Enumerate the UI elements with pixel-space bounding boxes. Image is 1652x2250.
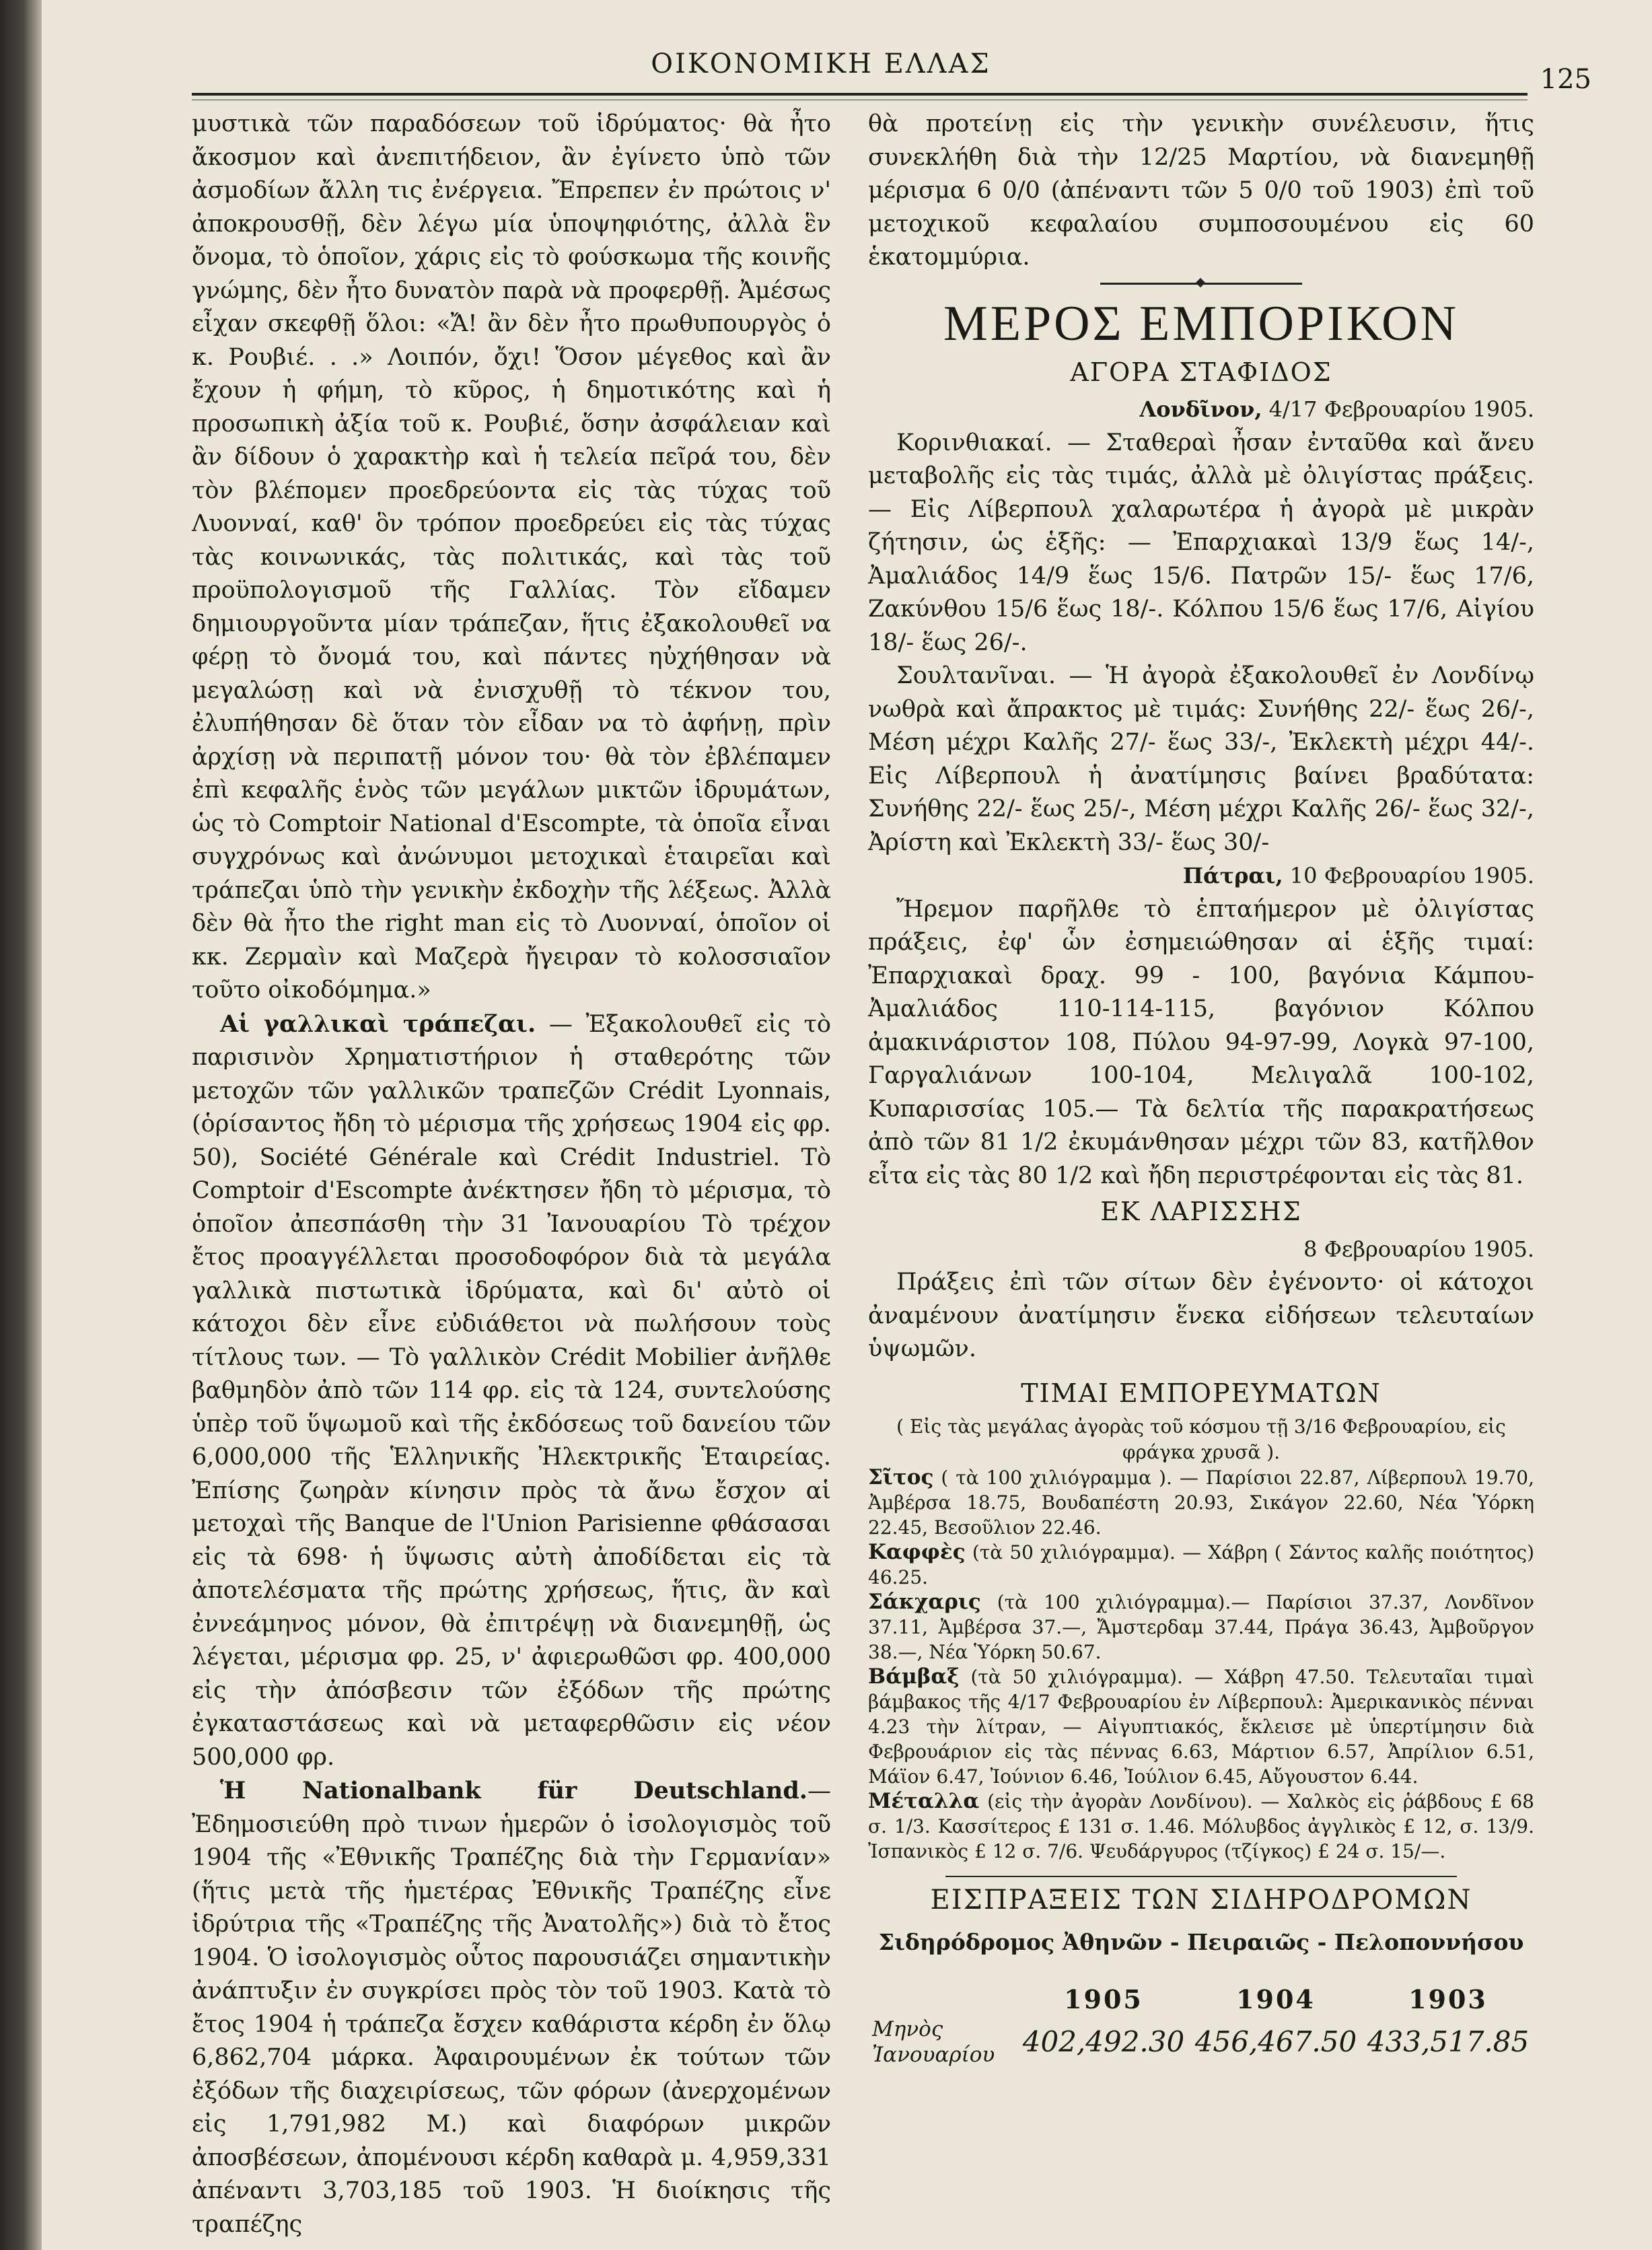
month-label: Μηνὸς Ἰανουαρίου <box>872 2016 995 2067</box>
year-header: 1905 <box>1064 1984 1143 2014</box>
page-number: 125 <box>1540 64 1591 95</box>
book-binding-shadow <box>0 0 42 2250</box>
running-head: ΟΙΚΟΝΟΜΙΚΗ ΕΛΛΑΣ <box>651 48 991 79</box>
paragraph-text: — Ἐξακολουθεῖ εἰς τὸ παρισινὸν Χρηματιστήριον ἡ σταθερότης τῶν μετοχῶν τῶν γαλλικῶν τραπεζῶν Crédit Lyonnais, (ὁρίσαντος ἤδη τὸ μέρισμα τῆς χρήσεως 1904 εἰς φρ. 50), Société Générale καὶ Crédit Industriel. Τὸ Comptoir d'Escompte ἀνέκτησεν ἤδη τὸ μέρισμα, τὸ ὁποῖον ἀπεσπάσθη τὴν 31 Ἰανουαρίου Τὸ τρέχον ἔτος προαγγέλλεται προσοδοφόρον διὰ τὰ μεγάλα γαλλικὰ πιστωτικὰ ἱδρύματα, καὶ δι' αὐτὸ οἱ κάτοχοι δὲν εἶνε εὐδιάθετοι νὰ πωλήσουν τοὺς τίτλους των. — Τὸ γαλλικὸν Crédit Mobilier ἀνῆλθε βαθμηδὸν ἀπὸ τῶν 114 φρ. εἰς τὰ 124, συντελούσης ὑπὲρ τοῦ ὕψωμοῦ καὶ τῆς ἐκδόσεως τοῦ δανείου τῶν 6,000,000 τῆς Ἑλληνικῆς Ἠλεκτρικῆς Ἑταιρείας. Ἐπίσης ζωηρὰν κίνησιν πρὸς τὰ ἄνω ἔσχον αἱ μετοχαὶ τῆς Banque de l'Union Parisienne φθάσασαι εἰς τὰ 698· ἡ ὕψωσις αὐτὴ ἀποδίδεται εἰς τὰ ἀποτελέσματα τῆς πρώτης χρήσεως, ἥτις, ἂν καὶ ἐννεάμηνος μόνον, θὰ ἐπιτρέψῃ νὰ διανεμηθῇ, ὡς λέγεται, μέρισμα φρ. 25, ν' ἀφιερωθῶσι φρ. 400,000 εἰς τὴν ἀπόσβεσιν τῶν ἐξόδων τῆς πρώτης ἐγκαταστάσεως καὶ νὰ μεταφερθῶσιν εἰς νέον 500,000 φρ. <box>192 1010 831 1771</box>
dateline-place: Πάτραι, <box>1182 863 1283 888</box>
year-header: 1903 <box>1408 1984 1488 2014</box>
commodity-name: Βάμβαξ <box>868 1664 960 1689</box>
header-rule <box>192 93 1528 96</box>
left-column <box>192 108 831 2241</box>
dateline-date: 4/17 Φεβρουαρίου 1905. <box>1268 396 1534 422</box>
dateline-date: 10 Φεβρουαρίου 1905. <box>1289 863 1534 888</box>
receipt-value: 433,517.85 <box>1367 2025 1530 2058</box>
price-entry <box>868 1465 1534 1540</box>
commodity-name: Μέταλλα <box>868 1789 980 1813</box>
paragraph <box>192 1008 831 1775</box>
section-title: ΑΓΟΡΑ ΣΤΑΦΙΔΟΣ <box>1070 357 1332 387</box>
prices-note: ( Εἰς τὰς μεγάλας ἀγορὰς τοῦ κόσμου τῇ 3/16 Φεβρουαρίου, εἰς φράγκα χρυσᾶ ). <box>896 1415 1506 1463</box>
table-corner <box>868 1983 1017 2016</box>
ornament-rule <box>1100 283 1302 285</box>
dateline <box>868 859 1534 893</box>
commodity-name: Σῖτος <box>868 1465 934 1489</box>
prices-list <box>868 1465 1534 1864</box>
commodity-prices: (τὰ 100 χιλιόγραμμα).— Παρίσιοι 37.37, Λονδῖνον 37.11, Ἀμβέρσα 37.—, Ἄμστερδαμ 37.44, Πράγα 36.43, Ἀμβοῦργον 38.—, Νέα Ὑόρκη 50.67. <box>868 1591 1534 1663</box>
paragraph: μυστικὰ τῶν παραδόσεων τοῦ ἱδρύματος· θὰ ἦτο ἄκοσμον καὶ ἀνεπιτήδειον, ἂν ἐγίνετο ὑπὸ τῶν ἀσμοδίων ἄλλη τις ἐνέργεια. Ἔπρεπεν ἐν πρώτοις ν' ἀποκρουσθῇ, δὲν λέγω μία ὑποψηφιότης, ἀλλὰ ἓν ὄνομα, τὸ ὁποῖον, χάρις εἰς τὸ φούσκωμα τῆς κοινῆς γνώμης, δὲν ἦτο δυνατὸν παρὰ νὰ προφερθῇ. Ἀμέσως εἶχαν σκεφθῇ ὅλοι: «Ἄ! ἂν δὲν ἦτο πρωθυπουργὸς ὁ κ. Ρουβιέ. . .» Λοιπόν, ὄχι! Ὅσον μέγεθος καὶ ἂν ἔχουν ἡ φήμη, τὸ κῦρος, ἡ δημοτικότης καὶ ἡ προσωπικὴ ἀξία τοῦ κ. Ρουβιέ, ὅσην ἀσφάλειαν καὶ ἂν δίδουν ὁ χαρακτὴρ καὶ ἡ τελεία πεῖρά του, δὲν τὸν βλέπομεν προεδρεύοντα εἰς τὰς τύχας τοῦ Λυονναί, καθ' ὃν τρόπον προεδρεύει εἰς τὰς τύχας τὰς κοινωνικάς, τὰς πολιτικάς, καὶ τὰς τοῦ προϋπολογισμοῦ τῆς Γαλλίας. Τὸν εἴδαμεν δημιουργοῦντα μίαν τράπεζαν, ἥτις ἐξακολουθεῖ να φέρῃ τὸ ὄνομά του, καὶ πάντες ηὐχήθησαν νὰ μεγαλώσῃ καὶ νὰ ἐνισχυθῇ τὸ τέκνον του, ἐλυπήθησαν δὲ ὅταν τὸν εἶδαν να τὸ ἀφήνῃ, πρὶν ἀρχίσῃ νὰ περιπατῇ μόνον του· θὰ τὸν ἐβλέπαμεν ἐπὶ κεφαλῆς ἑνὸς τῶν μεγάλων μικτῶν ἱδρυμάτων, ὡς τὸ Comptoir National d'Escompte, τὰ ὁποῖα εἶναι συγχρόνως καὶ ἀνώνυμοι μετοχικαὶ ἑταιρεῖαι καὶ τράπεζαι ὑπὸ τὴν γενικὴν ἐκδοχὴν τῆς λέξεως. Ἀλλὰ δὲν θὰ ἦτο the right man εἰς τὸ Λυονναί, ὁποῖον οἱ κκ. Ζερμαὶν καὶ Μαζερὰ ἤγειραν τὸ κολοσσιαῖον τοῦτο οἰκοδόμημα.» <box>192 110 831 1004</box>
section-lead: Αἱ γαλλικαὶ τράπεζαι. <box>220 1010 536 1038</box>
commodity-prices: (τὰ 50 χιλιόγραμμα). — Χάβρη 47.50. Τελευταῖαι τιμαὶ βάμβακος τῆς 4/17 Φεβρουαρίου ἐν Λίβερπουλ: Ἀμερικανικὸς πένναι 4.23 τὴν λίτραν, — Αἰγυπτιακός, ἔκλεισε μὲ ὑπερτίμησιν διὰ Φεβρουάριον εἰς τὰς πέννας 6.63, Μάρτιον 6.57, Ἀπρίλιον 6.51, Μάϊον 6.47, Ἰούνιον 6.46, Ἰούλιον 6.45, Αὔγουστον 6.44. <box>868 1666 1534 1788</box>
paragraph: Κορινθιακαί. — Σταθεραὶ ἦσαν ἐνταῦθα καὶ ἄνευ μεταβολῆς εἰς τὰς τιμάς, ἀλλὰ μὲ ὀλιγίστας πράξεις. — Εἰς Λίβερπουλ χαλαρωτέρα ἡ ἀγορὰ μὲ μικρὰν ζήτησιν, ὡς ἑξῆς: — Ἐπαρχιακαὶ 13/9 ἕως 14/-, Ἀμαλιάδος 14/9 ἕως 15/6. Πατρῶν 15/- ἕως 17/6, Ζακύνθου 15/6 ἕως 18/-. Κόλπου 15/6 ἕως 17/6, Αἰγίου 18/- ἕως 26/-. <box>868 429 1534 656</box>
paragraph-text: —Ἐδημοσιεύθη πρὸ τινων ἡμερῶν ὁ ἰσολογισμὸς τοῦ 1904 τῆς «Ἐθνικῆς Τραπέζης διὰ τὴν Γερμανίαν» (ἥτις μετὰ τῆς ἡμετέρας Ἐθνικῆς Τραπέζης εἶνε ἱδρύτρια τῆς «Τραπέζης τῆς Ἀνατολῆς») διὰ τὸ ἔτος 1904. Ὁ ἰσολογισμὸς οὗτος παρουσιάζει σημαντικὴν ἀνάπτυξιν ἐν συγκρίσει πρὸς τὸν τοῦ 1903. Κατὰ τὸ ἔτος 1904 ἡ τράπεζα ἔσχεν καθάριστα κέρδη ἐν ὅλῳ 6,862,704 μάρκα. Ἀφαιρουμένων ἐκ τούτων τῶν ἐξόδων τῆς διαχειρίσεως, τῶν φόρων (ἀνερχομένων εἰς 1,791,982 Μ.) καὶ διαφόρων μικρῶν ἀποσβέσεων, ἀπομένουσι κέρδη καθαρὰ μ. 4,959,331 ἀπέναντι 3,703,185 τοῦ 1903. Ἡ διοίκησις τῆς τραπέζης <box>192 1778 831 2238</box>
railway-name: Σιδηρόδρομος Ἀθηνῶν - Πειραιῶς - Πελοποννήσου <box>878 1928 1524 1955</box>
dateline: 8 Φεβρουαρίου 1905. <box>1303 1236 1534 1262</box>
paragraph: Πράξεις ἐπὶ τῶν σίτων δὲν ἐγένοντο· οἱ κάτοχοι ἀναμένουν ἀνατίμησιν ἕνεκα εἰδήσεων τελευταίων ὑψωμῶν. <box>868 1269 1534 1362</box>
commodity-name: Σάκχαρις <box>868 1590 981 1614</box>
table-row <box>868 2016 1534 2068</box>
price-entry <box>868 1540 1534 1590</box>
commodity-prices: (εἰς τὴν ἀγορὰν Λονδίνου). — Χαλκὸς εἰς ῥάβδους £ 68 σ. 1/3. Κασσίτερος £ 131 σ. 1.46. Μόλυβδος ἀγγλικὸς £ 12, σ. 13/9. Ἰσπανικὸς £ 12 σ. 7/6. Ψευδάργυρος (τζίγκος) £ 24 σ. 15/—. <box>868 1790 1534 1862</box>
paragraph: θὰ προτείνῃ εἰς τὴν γενικὴν συνέλευσιν, ἥτις συνεκλήθη διὰ τὴν 12/25 Μαρτίου, νὰ διανεμηθῇ μέρισμα 6 0/0 (ἀπέναντι τῶν 5 0/0 τοῦ 1903) ἐπὶ τοῦ μετοχικοῦ κεφαλαίου συμποσουμένου εἰς 60 ἑκατομμύρια. <box>868 110 1534 271</box>
receipt-value: 456,467.50 <box>1194 2025 1357 2058</box>
section-title: ΕΚ ΛΑΡΙΣΣΗΣ <box>1100 1197 1302 1226</box>
price-entry <box>868 1590 1534 1664</box>
commodity-prices: ( τὰ 100 χιλιόγραμμα ). — Παρίσιοι 22.87, Λίβερπουλ 19.70, Ἀμβέρσα 18.75, Βουδαπέστη 20.93, Σικάγον 22.60, Νέα Ὑόρκη 22.45, Βεσοῦλιον 22.46. <box>868 1467 1534 1539</box>
section-lead: Ἡ Nationalbank für Deutschland. <box>220 1777 807 1804</box>
dateline-place: Λονδῖνον, <box>1139 396 1262 422</box>
year-header: 1904 <box>1236 1984 1316 2014</box>
part-title: ΜΕΡΟΣ ΕΜΠΟΡΙΚΟΝ <box>943 295 1460 351</box>
railway-receipts-table <box>868 1983 1534 2068</box>
receipt-value: 402,492.30 <box>1022 2025 1185 2058</box>
price-entry <box>868 1664 1534 1789</box>
divider <box>945 1876 1457 1877</box>
table-header-row <box>868 1983 1534 2016</box>
dateline <box>868 393 1534 427</box>
price-entry <box>868 1789 1534 1864</box>
section-title: ΕΙΣΠΡΑΞΕΙΣ ΤΩΝ ΣΙΔΗΡΟΔΡΟΜΩΝ <box>930 1885 1472 1915</box>
paragraph <box>192 1774 831 2241</box>
commodity-prices: (τὰ 50 χιλιόγραμμα). — Χάβρη ( Σάντος καλῆς ποιότητος) 46.25. <box>868 1541 1534 1588</box>
section-title: ΤΙΜΑΙ ΕΜΠΟΡΕΥΜΑΤΩΝ <box>1021 1378 1381 1408</box>
commodity-name: Καφφὲς <box>868 1540 966 1564</box>
right-column <box>868 108 1534 2068</box>
paragraph: Σουλτανῖναι. — Ἡ ἀγορὰ ἐξακολουθεῖ ἐν Λονδίνῳ νωθρὰ καὶ ἄπρακτος μὲ τιμάς: Συνήθης 22/- ἕως 26/-, Μέση μέχρι Καλῆς 27/- ἕως 33/-, Ἐκλεκτὴ μέχρι 44/-. Εἰς Λίβερπουλ ἡ ἀνατίμησις βαίνει βραδύτατα: Συνήθης 22/- ἕως 25/-, Μέση μέχρι Καλῆς 26/- ἕως 32/-, Ἀρίστη καὶ Ἐκλεκτὴ 33/- ἕως 30/- <box>868 662 1534 856</box>
paragraph: Ἤρεμον παρῆλθε τὸ ἑπταήμερον μὲ ὀλιγίστας πράξεις, ἐφ' ὧν ἐσημειώθησαν αἱ ἑξῆς τιμαί: Ἐπαρχιακαὶ δραχ. 99 - 100, βαγόνια Κάμπου-Ἀμαλιάδος 110-114-115, βαγόνιον Κόλπου ἀμακινάριστον 108, Πύλου 94-97-99, Λογκὰ 97-100, Γαργαλιάνων 100-104, Μελιγαλᾶ 100-102, Κυπαρισσίας 105.— Τὰ δελτία τῆς παρακρατήσεως ἀπὸ τῶν 81 1/2 ἐκυμάνθησαν μέχρι τῶν 83, κατῆλθον εἶτα εἰς τὰς 80 1/2 καὶ ἤδη περιστρέφονται εἰς τὰς 81. <box>868 895 1534 1189</box>
